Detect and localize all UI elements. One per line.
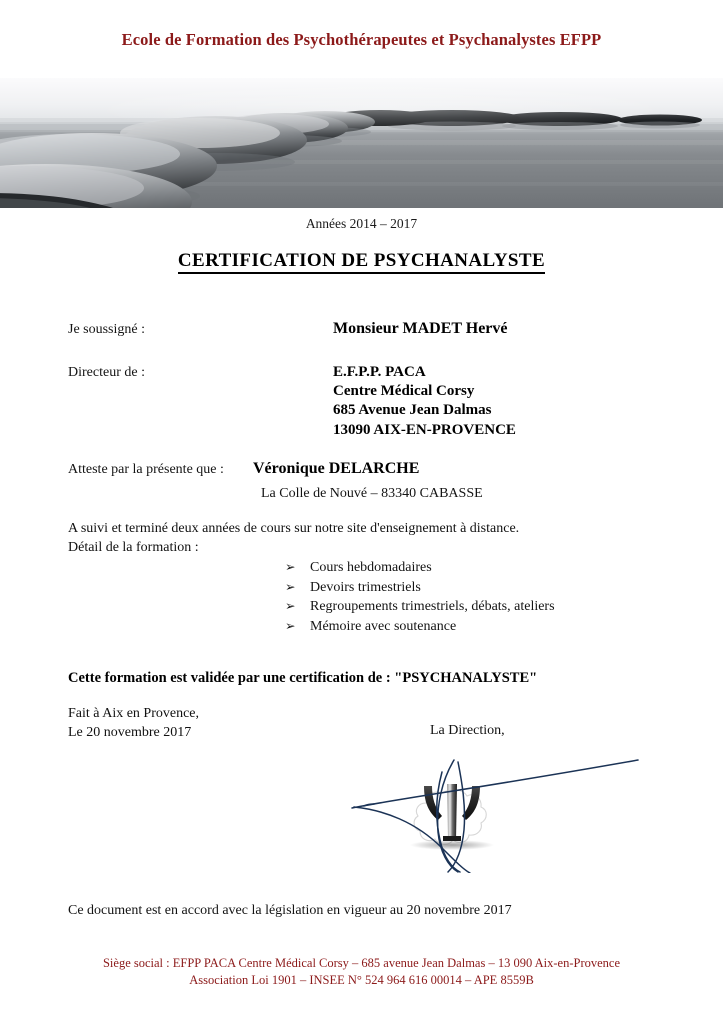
document-title <box>0 250 723 272</box>
training-details-list <box>285 558 555 636</box>
recipient-address: La Colle de Nouvé – 83340 CABASSE <box>261 486 483 501</box>
list-item <box>285 597 555 617</box>
footer-line-1: Siège social : EFPP PACA Centre Médical Corsy – 685 avenue Jean Dalmas – 13 090 Aix-en-Provence <box>102 956 621 970</box>
list-item-label: Cours hebdomadaires <box>310 560 432 575</box>
director-label: Directeur de : <box>68 365 145 380</box>
arrowhead-bullet-icon: ➢ <box>285 579 296 594</box>
body-paragraph-line-1: A suivi et terminé deux années de cours sur notre site d'enseignement à distance. <box>68 521 520 536</box>
organization-line: E.F.P.P. PACA <box>333 364 426 380</box>
body-paragraph-line-2: Détail de la formation : <box>68 540 199 555</box>
list-item-label: Devoirs trimestriels <box>310 579 421 595</box>
direction-label: La Direction, <box>430 723 505 738</box>
legal-compliance-note: Ce document est en accord avec la législation en vigueur au 20 novembre 2017 <box>68 903 512 918</box>
banner-stones-image <box>0 78 723 208</box>
organization-line: Centre Médical Corsy <box>333 383 475 399</box>
signature-block <box>350 748 640 873</box>
signing-place: Fait à Aix en Provence, <box>68 706 200 721</box>
recipient-name: Véronique DELARCHE <box>253 460 420 477</box>
list-item <box>285 578 555 598</box>
document-title-text: CERTIFICATION DE PSYCHANALYSTE <box>178 250 545 274</box>
page-footer <box>0 955 723 989</box>
organization-line: 685 Avenue Jean Dalmas <box>333 402 492 418</box>
attests-label: Atteste par la présente que : <box>68 462 224 477</box>
list-item <box>285 558 555 578</box>
handwritten-signature <box>352 760 638 873</box>
undersigned-label: Je soussigné : <box>68 322 145 337</box>
arrowhead-bullet-icon: ➢ <box>285 560 296 574</box>
footer-line-2: Association Loi 1901 – INSEE N° 524 964 616 00014 – APE 8559B <box>189 973 534 987</box>
list-item <box>285 617 555 637</box>
signing-date: Le 20 novembre 2017 <box>68 725 192 740</box>
arrowhead-bullet-icon: ➢ <box>285 618 296 633</box>
school-name-header: Ecole de Formation des Psychothérapeutes et Psychanalystes EFPP <box>121 30 602 49</box>
validation-statement: Cette formation est validée par une certification de : "PSYCHANALYSTE" <box>68 670 538 686</box>
list-item-label: Mémoire avec soutenance <box>310 618 457 634</box>
signatory-name: Monsieur MADET Hervé <box>333 320 508 337</box>
organization-line: 13090 AIX-EN-PROVENCE <box>333 422 516 438</box>
years-range: Années 2014 – 2017 <box>305 216 418 231</box>
list-item-label: Regroupements trimestriels, débats, ateliers <box>310 599 555 614</box>
arrowhead-bullet-icon: ➢ <box>285 599 296 613</box>
